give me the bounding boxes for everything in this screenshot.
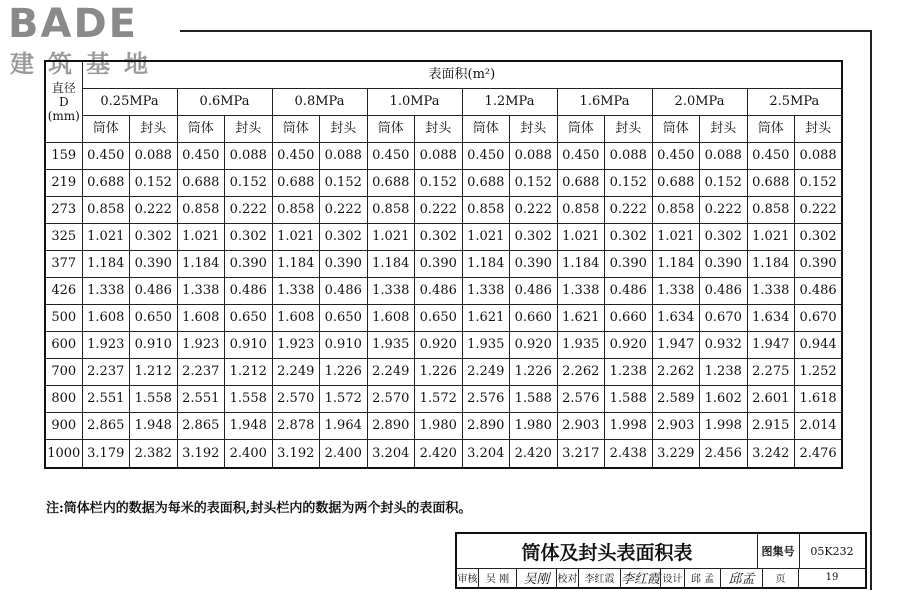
shell-area-cell: 2.915 (747, 413, 795, 440)
shell-area-cell: 1.184 (177, 250, 225, 277)
table-body (45, 142, 842, 468)
head-area-cell: 2.400 (320, 440, 368, 468)
shell-area-cell: 1.634 (747, 304, 795, 331)
shell-area-cell: 2.903 (652, 413, 700, 440)
designer-signature: 邱孟 (721, 568, 763, 587)
head-area-cell: 0.222 (795, 196, 843, 223)
shell-area-cell: 2.262 (557, 359, 605, 386)
shell-area-cell: 0.858 (557, 196, 605, 223)
pressure-header: 0.6MPa (177, 88, 272, 115)
head-area-cell: 0.486 (510, 277, 558, 304)
shell-area-cell: 1.021 (652, 223, 700, 250)
head-header: 封头 (415, 115, 463, 142)
shell-area-cell: 1.338 (82, 277, 130, 304)
atlas-number-label: 图集号 (757, 534, 800, 569)
head-area-cell: 0.650 (130, 304, 178, 331)
shell-header: 筒体 (177, 115, 225, 142)
review-label: 审核 (457, 568, 479, 587)
diameter-cell: 900 (45, 413, 82, 440)
atlas-number-value: 05K232 (799, 534, 865, 569)
head-area-cell: 0.390 (510, 250, 558, 277)
head-area-cell: 0.088 (415, 142, 463, 169)
head-area-cell: 0.910 (320, 332, 368, 359)
head-area-cell: 0.222 (605, 196, 653, 223)
head-area-cell: 0.910 (225, 332, 273, 359)
diameter-header (45, 61, 82, 142)
shell-header: 筒体 (652, 115, 700, 142)
shell-area-cell: 1.935 (557, 332, 605, 359)
designer-name: 邱 孟 (685, 568, 721, 587)
shell-area-cell: 0.858 (177, 196, 225, 223)
head-area-cell: 1.602 (700, 386, 748, 413)
shell-area-cell: 1.923 (82, 332, 130, 359)
head-area-cell: 2.400 (225, 440, 273, 468)
diameter-cell: 273 (45, 196, 82, 223)
head-area-cell: 0.390 (605, 250, 653, 277)
head-area-cell: 0.302 (130, 223, 178, 250)
table-row (45, 440, 842, 468)
head-area-cell: 2.420 (415, 440, 463, 468)
shell-area-cell: 1.608 (177, 304, 225, 331)
head-area-cell: 0.390 (130, 250, 178, 277)
surface-area-header: 表面积(m²) (82, 61, 842, 88)
shell-area-cell: 2.249 (462, 359, 510, 386)
shell-area-cell: 3.192 (177, 440, 225, 468)
shell-area-cell: 1.021 (177, 223, 225, 250)
shell-area-cell: 1.338 (272, 277, 320, 304)
head-area-cell: 0.302 (320, 223, 368, 250)
table-row (45, 169, 842, 196)
shell-area-cell: 0.858 (462, 196, 510, 223)
head-area-cell: 1.948 (225, 413, 273, 440)
shell-area-cell: 2.903 (557, 413, 605, 440)
head-area-cell: 1.252 (795, 359, 843, 386)
head-header: 封头 (130, 115, 178, 142)
diameter-cell: 159 (45, 142, 82, 169)
head-area-cell: 0.222 (320, 196, 368, 223)
shell-area-cell: 3.229 (652, 440, 700, 468)
diameter-cell: 426 (45, 277, 82, 304)
shell-area-cell: 0.688 (272, 169, 320, 196)
head-area-cell: 0.920 (510, 332, 558, 359)
shell-area-cell: 0.450 (82, 142, 130, 169)
checker-signature: 李红霞 (621, 568, 661, 587)
shell-area-cell: 1.634 (652, 304, 700, 331)
check-label: 校对 (557, 568, 579, 587)
head-area-cell: 0.152 (320, 169, 368, 196)
head-area-cell: 0.152 (795, 169, 843, 196)
head-area-cell: 1.212 (130, 359, 178, 386)
head-area-cell: 1.980 (415, 413, 463, 440)
design-label: 设计 (661, 568, 685, 587)
shell-header: 筒体 (272, 115, 320, 142)
head-area-cell: 1.572 (320, 386, 368, 413)
shell-area-cell: 0.858 (652, 196, 700, 223)
shell-area-cell: 1.184 (82, 250, 130, 277)
shell-area-cell: 2.262 (652, 359, 700, 386)
head-area-cell: 0.088 (700, 142, 748, 169)
diameter-header-line: (mm) (47, 108, 80, 123)
shell-area-cell: 2.865 (177, 413, 225, 440)
shell-area-cell: 1.608 (82, 304, 130, 331)
table-super-header-row (45, 61, 842, 88)
shell-area-cell: 0.688 (652, 169, 700, 196)
shell-area-cell: 1.923 (272, 332, 320, 359)
head-area-cell: 0.088 (510, 142, 558, 169)
head-area-cell: 0.152 (510, 169, 558, 196)
shell-area-cell: 1.338 (462, 277, 510, 304)
head-area-cell: 1.618 (795, 386, 843, 413)
head-area-cell: 2.456 (700, 440, 748, 468)
head-area-cell: 0.650 (225, 304, 273, 331)
shell-header: 筒体 (747, 115, 795, 142)
right-border-rule (870, 30, 872, 590)
shell-area-cell: 3.204 (462, 440, 510, 468)
head-area-cell: 0.670 (700, 304, 748, 331)
shell-area-cell: 1.184 (747, 250, 795, 277)
table-row (45, 359, 842, 386)
diameter-cell: 1000 (45, 440, 82, 468)
shell-area-cell: 1.184 (367, 250, 415, 277)
head-header: 封头 (605, 115, 653, 142)
head-area-cell: 0.302 (605, 223, 653, 250)
shell-area-cell: 1.338 (557, 277, 605, 304)
head-area-cell: 0.486 (795, 277, 843, 304)
shell-area-cell: 3.204 (367, 440, 415, 468)
title-block (455, 532, 867, 589)
head-area-cell: 0.920 (415, 332, 463, 359)
shell-area-cell: 2.570 (367, 386, 415, 413)
shell-area-cell: 1.923 (177, 332, 225, 359)
table-row (45, 386, 842, 413)
head-area-cell: 0.222 (415, 196, 463, 223)
head-area-cell: 0.932 (700, 332, 748, 359)
shell-area-cell: 0.450 (557, 142, 605, 169)
head-area-cell: 0.152 (700, 169, 748, 196)
head-header: 封头 (225, 115, 273, 142)
shell-area-cell: 2.589 (652, 386, 700, 413)
head-area-cell: 0.222 (130, 196, 178, 223)
head-area-cell: 0.650 (320, 304, 368, 331)
head-area-cell: 1.572 (415, 386, 463, 413)
shell-area-cell: 1.621 (557, 304, 605, 331)
head-area-cell: 0.302 (225, 223, 273, 250)
shell-area-cell: 1.338 (177, 277, 225, 304)
pressure-header: 1.6MPa (557, 88, 652, 115)
pressure-header-row (45, 88, 842, 115)
shell-area-cell: 1.935 (367, 332, 415, 359)
shell-area-cell: 0.450 (747, 142, 795, 169)
head-area-cell: 0.910 (130, 332, 178, 359)
shell-area-cell: 2.865 (82, 413, 130, 440)
table-row (45, 250, 842, 277)
shell-area-cell: 2.249 (367, 359, 415, 386)
table-note: 注:筒体栏内的数据为每米的表面积,封头栏内的数据为两个封头的表面积。 (46, 501, 472, 516)
shell-area-cell: 2.890 (367, 413, 415, 440)
head-area-cell: 1.226 (320, 359, 368, 386)
shell-area-cell: 1.021 (557, 223, 605, 250)
head-area-cell: 0.302 (795, 223, 843, 250)
head-area-cell: 0.390 (320, 250, 368, 277)
shell-area-cell: 3.192 (272, 440, 320, 468)
shell-area-cell: 0.688 (462, 169, 510, 196)
head-area-cell: 0.222 (700, 196, 748, 223)
shell-area-cell: 0.688 (557, 169, 605, 196)
shell-area-cell: 3.179 (82, 440, 130, 468)
head-area-cell: 0.222 (225, 196, 273, 223)
head-area-cell: 0.944 (795, 332, 843, 359)
reviewer-signature: 吴刚 (517, 568, 557, 587)
shell-area-cell: 1.947 (747, 332, 795, 359)
shell-area-cell: 2.570 (272, 386, 320, 413)
pressure-header: 0.8MPa (272, 88, 367, 115)
reviewer-name: 吴 刚 (479, 568, 517, 587)
shell-area-cell: 1.021 (82, 223, 130, 250)
pressure-header: 2.0MPa (652, 88, 747, 115)
head-area-cell: 0.088 (225, 142, 273, 169)
diameter-cell: 800 (45, 386, 82, 413)
head-area-cell: 0.152 (605, 169, 653, 196)
shell-area-cell: 2.237 (82, 359, 130, 386)
head-area-cell: 0.486 (320, 277, 368, 304)
shell-area-cell: 2.551 (177, 386, 225, 413)
head-area-cell: 0.660 (510, 304, 558, 331)
head-area-cell: 0.486 (225, 277, 273, 304)
shell-area-cell: 1.608 (272, 304, 320, 331)
top-border-rule (180, 30, 872, 32)
head-area-cell: 0.088 (320, 142, 368, 169)
pressure-header: 1.2MPa (462, 88, 557, 115)
head-area-cell: 0.390 (225, 250, 273, 277)
drawing-title: 筒体及封头表面积表 (457, 534, 758, 569)
shell-area-cell: 1.947 (652, 332, 700, 359)
surface-area-table (44, 60, 843, 469)
head-area-cell: 0.302 (510, 223, 558, 250)
shell-area-cell: 0.858 (272, 196, 320, 223)
table-row (45, 413, 842, 440)
shell-area-cell: 1.935 (462, 332, 510, 359)
head-area-cell: 0.390 (795, 250, 843, 277)
shell-area-cell: 0.858 (747, 196, 795, 223)
shell-area-cell: 1.338 (652, 277, 700, 304)
head-area-cell: 0.920 (605, 332, 653, 359)
head-area-cell: 0.088 (130, 142, 178, 169)
shell-area-cell: 0.688 (177, 169, 225, 196)
head-area-cell: 0.152 (225, 169, 273, 196)
head-area-cell: 1.212 (225, 359, 273, 386)
shell-area-cell: 0.450 (367, 142, 415, 169)
shell-header: 筒体 (557, 115, 605, 142)
head-area-cell: 1.238 (605, 359, 653, 386)
shell-area-cell: 3.242 (747, 440, 795, 468)
shell-area-cell: 2.551 (82, 386, 130, 413)
table-row (45, 277, 842, 304)
shell-area-cell: 1.021 (272, 223, 320, 250)
head-area-cell: 1.980 (510, 413, 558, 440)
shell-area-cell: 2.601 (747, 386, 795, 413)
head-area-cell: 0.152 (130, 169, 178, 196)
shell-area-cell: 2.890 (462, 413, 510, 440)
shell-area-cell: 0.858 (82, 196, 130, 223)
head-header: 封头 (510, 115, 558, 142)
head-area-cell: 0.222 (510, 196, 558, 223)
head-area-cell: 1.238 (700, 359, 748, 386)
shell-area-cell: 0.450 (272, 142, 320, 169)
shell-header: 筒体 (462, 115, 510, 142)
diameter-cell: 600 (45, 332, 82, 359)
table-row (45, 332, 842, 359)
head-area-cell: 0.390 (415, 250, 463, 277)
subheader-row (45, 115, 842, 142)
pressure-header: 2.5MPa (747, 88, 842, 115)
head-area-cell: 0.486 (415, 277, 463, 304)
head-area-cell: 2.438 (605, 440, 653, 468)
head-area-cell: 1.948 (130, 413, 178, 440)
head-area-cell: 2.420 (510, 440, 558, 468)
logo-subtext: 建筑基地 (10, 50, 162, 78)
head-area-cell: 1.964 (320, 413, 368, 440)
shell-area-cell: 3.217 (557, 440, 605, 468)
shell-area-cell: 2.576 (462, 386, 510, 413)
head-area-cell: 2.014 (795, 413, 843, 440)
head-area-cell: 0.302 (415, 223, 463, 250)
diameter-cell: 500 (45, 304, 82, 331)
page-label: 页 (763, 568, 799, 587)
diameter-cell: 700 (45, 359, 82, 386)
head-area-cell: 0.486 (130, 277, 178, 304)
diameter-header-line: 直径 (51, 80, 76, 95)
shell-area-cell: 1.184 (272, 250, 320, 277)
head-area-cell: 0.660 (605, 304, 653, 331)
head-header: 封头 (700, 115, 748, 142)
diameter-header-line: D (58, 94, 69, 109)
head-area-cell: 0.302 (700, 223, 748, 250)
shell-area-cell: 1.184 (557, 250, 605, 277)
head-area-cell: 0.088 (605, 142, 653, 169)
shell-area-cell: 1.338 (367, 277, 415, 304)
head-area-cell: 1.226 (510, 359, 558, 386)
shell-area-cell: 1.184 (652, 250, 700, 277)
pressure-header: 0.25MPa (82, 88, 177, 115)
table-row (45, 196, 842, 223)
shell-area-cell: 1.021 (747, 223, 795, 250)
table-row (45, 142, 842, 169)
head-area-cell: 0.390 (700, 250, 748, 277)
shell-area-cell: 2.576 (557, 386, 605, 413)
head-area-cell: 1.558 (225, 386, 273, 413)
shell-area-cell: 0.688 (367, 169, 415, 196)
head-area-cell: 0.486 (700, 277, 748, 304)
table-row (45, 304, 842, 331)
head-area-cell: 0.650 (415, 304, 463, 331)
shell-area-cell: 0.688 (747, 169, 795, 196)
shell-area-cell: 0.450 (177, 142, 225, 169)
head-header: 封头 (795, 115, 843, 142)
shell-area-cell: 0.450 (652, 142, 700, 169)
shell-area-cell: 0.688 (82, 169, 130, 196)
diameter-cell: 219 (45, 169, 82, 196)
shell-area-cell: 1.608 (367, 304, 415, 331)
diameter-cell: 325 (45, 223, 82, 250)
shell-area-cell: 2.878 (272, 413, 320, 440)
head-area-cell: 1.588 (510, 386, 558, 413)
shell-area-cell: 1.621 (462, 304, 510, 331)
shell-area-cell: 2.249 (272, 359, 320, 386)
head-area-cell: 1.588 (605, 386, 653, 413)
head-area-cell: 1.558 (130, 386, 178, 413)
signature-row (457, 568, 865, 587)
head-area-cell: 0.088 (795, 142, 843, 169)
head-area-cell: 1.998 (700, 413, 748, 440)
page-number: 19 (825, 572, 839, 583)
checker-name: 李红霞 (579, 568, 621, 587)
shell-area-cell: 0.858 (367, 196, 415, 223)
head-area-cell: 0.152 (415, 169, 463, 196)
shell-area-cell: 2.275 (747, 359, 795, 386)
logo-text: BADE (8, 1, 138, 47)
head-area-cell: 2.382 (130, 440, 178, 468)
head-area-cell: 2.476 (795, 440, 843, 468)
shell-header: 筒体 (82, 115, 130, 142)
shell-area-cell: 0.450 (462, 142, 510, 169)
shell-area-cell: 1.338 (747, 277, 795, 304)
pressure-header: 1.0MPa (367, 88, 462, 115)
head-header: 封头 (320, 115, 368, 142)
head-area-cell: 0.486 (605, 277, 653, 304)
diameter-cell: 377 (45, 250, 82, 277)
shell-area-cell: 1.021 (367, 223, 415, 250)
shell-header: 筒体 (367, 115, 415, 142)
head-area-cell: 1.998 (605, 413, 653, 440)
table-row (45, 223, 842, 250)
head-area-cell: 1.226 (415, 359, 463, 386)
shell-area-cell: 2.237 (177, 359, 225, 386)
head-area-cell: 0.670 (795, 304, 843, 331)
shell-area-cell: 1.184 (462, 250, 510, 277)
shell-area-cell: 1.021 (462, 223, 510, 250)
